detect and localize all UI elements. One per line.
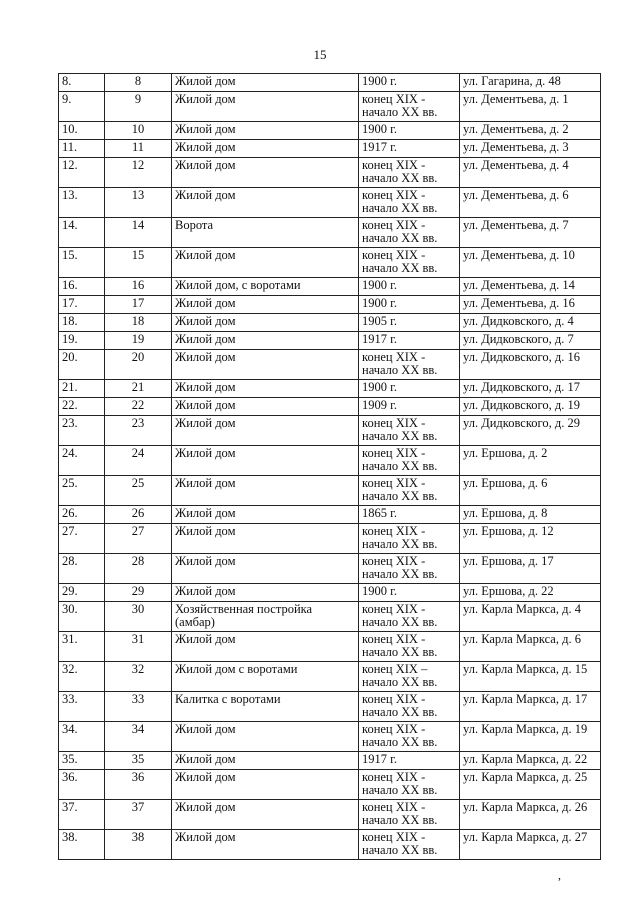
construction-date-cell: конец XIX - начало XX вв. <box>359 416 460 446</box>
construction-date-cell: 1900 г. <box>359 74 460 92</box>
row-number-cell: 30. <box>59 602 105 632</box>
object-id-cell: 18 <box>105 314 172 332</box>
object-id-cell: 28 <box>105 554 172 584</box>
address-cell: ул. Дементьева, д. 10 <box>460 248 601 278</box>
object-name-cell: Жилой дом <box>172 584 359 602</box>
address-cell: ул. Карла Маркса, д. 22 <box>460 752 601 770</box>
object-id-cell: 30 <box>105 602 172 632</box>
object-id-cell: 22 <box>105 398 172 416</box>
address-cell: ул. Карла Маркса, д. 6 <box>460 632 601 662</box>
row-number-cell: 13. <box>59 188 105 218</box>
table-row <box>59 416 601 446</box>
object-id-cell: 19 <box>105 332 172 350</box>
table-row <box>59 158 601 188</box>
row-number-cell: 37. <box>59 800 105 830</box>
construction-date-cell: конец XIX - начало XX вв. <box>359 632 460 662</box>
construction-date-cell: 1905 г. <box>359 314 460 332</box>
construction-date-cell: конец XIX - начало XX вв. <box>359 218 460 248</box>
table-row <box>59 632 601 662</box>
object-id-cell: 13 <box>105 188 172 218</box>
construction-date-cell: конец XIX – начало XX вв. <box>359 662 460 692</box>
object-id-cell: 27 <box>105 524 172 554</box>
object-name-cell: Жилой дом <box>172 506 359 524</box>
object-name-cell: Жилой дом <box>172 416 359 446</box>
table-row <box>59 332 601 350</box>
table-row <box>59 74 601 92</box>
row-number-cell: 10. <box>59 122 105 140</box>
table-row <box>59 584 601 602</box>
object-id-cell: 21 <box>105 380 172 398</box>
row-number-cell: 22. <box>59 398 105 416</box>
address-cell: ул. Дидковского, д. 16 <box>460 350 601 380</box>
object-name-cell: Жилой дом <box>172 398 359 416</box>
construction-date-cell: конец XIX - начало XX вв. <box>359 446 460 476</box>
object-id-cell: 38 <box>105 830 172 860</box>
object-name-cell: Жилой дом <box>172 314 359 332</box>
table-row <box>59 476 601 506</box>
table-row <box>59 140 601 158</box>
object-name-cell: Жилой дом <box>172 92 359 122</box>
table-row <box>59 800 601 830</box>
table-row <box>59 554 601 584</box>
address-cell: ул. Дементьева, д. 2 <box>460 122 601 140</box>
row-number-cell: 32. <box>59 662 105 692</box>
object-name-cell: Жилой дом, с воротами <box>172 278 359 296</box>
table-row <box>59 524 601 554</box>
row-number-cell: 8. <box>59 74 105 92</box>
table-row <box>59 122 601 140</box>
construction-date-cell: конец XIX - начало XX вв. <box>359 692 460 722</box>
table-row <box>59 314 601 332</box>
table-row <box>59 278 601 296</box>
construction-date-cell: конец XIX - начало XX вв. <box>359 524 460 554</box>
object-name-cell: Жилой дом <box>172 446 359 476</box>
row-number-cell: 20. <box>59 350 105 380</box>
object-id-cell: 16 <box>105 278 172 296</box>
address-cell: ул. Карла Маркса, д. 15 <box>460 662 601 692</box>
object-name-cell: Жилой дом <box>172 332 359 350</box>
address-cell: ул. Ершова, д. 8 <box>460 506 601 524</box>
row-number-cell: 28. <box>59 554 105 584</box>
row-number-cell: 21. <box>59 380 105 398</box>
table-row <box>59 692 601 722</box>
construction-date-cell: конец XIX - начало XX вв. <box>359 92 460 122</box>
row-number-cell: 16. <box>59 278 105 296</box>
table-row <box>59 662 601 692</box>
construction-date-cell: конец XIX - начало XX вв. <box>359 554 460 584</box>
address-cell: ул. Дементьева, д. 1 <box>460 92 601 122</box>
table-row <box>59 446 601 476</box>
page-number: 15 <box>313 47 327 62</box>
address-cell: ул. Ершова, д. 22 <box>460 584 601 602</box>
address-cell: ул. Карла Маркса, д. 19 <box>460 722 601 752</box>
object-id-cell: 34 <box>105 722 172 752</box>
construction-date-cell: конец XIX - начало XX вв. <box>359 188 460 218</box>
object-name-cell: Жилой дом <box>172 722 359 752</box>
object-name-cell: Жилой дом <box>172 296 359 314</box>
object-name-cell: Жилой дом <box>172 122 359 140</box>
address-cell: ул. Дементьева, д. 14 <box>460 278 601 296</box>
object-id-cell: 15 <box>105 248 172 278</box>
address-cell: ул. Дидковского, д. 4 <box>460 314 601 332</box>
row-number-cell: 19. <box>59 332 105 350</box>
address-cell: ул. Дементьева, д. 7 <box>460 218 601 248</box>
heritage-objects-table <box>58 73 601 860</box>
row-number-cell: 34. <box>59 722 105 752</box>
object-id-cell: 14 <box>105 218 172 248</box>
row-number-cell: 31. <box>59 632 105 662</box>
row-number-cell: 38. <box>59 830 105 860</box>
construction-date-cell: 1917 г. <box>359 140 460 158</box>
object-name-cell: Жилой дом <box>172 380 359 398</box>
row-number-cell: 14. <box>59 218 105 248</box>
table-row <box>59 752 601 770</box>
construction-date-cell: 1900 г. <box>359 584 460 602</box>
construction-date-cell: конец XIX - начало XX вв. <box>359 770 460 800</box>
address-cell: ул. Дидковского, д. 19 <box>460 398 601 416</box>
corner-mark: , <box>558 868 561 882</box>
construction-date-cell: конец XIX - начало XX вв. <box>359 830 460 860</box>
object-name-cell: Жилой дом <box>172 524 359 554</box>
construction-date-cell: конец XIX - начало XX вв. <box>359 476 460 506</box>
object-name-cell: Жилой дом <box>172 554 359 584</box>
row-number-cell: 15. <box>59 248 105 278</box>
table-row <box>59 350 601 380</box>
row-number-cell: 9. <box>59 92 105 122</box>
object-id-cell: 10 <box>105 122 172 140</box>
object-id-cell: 23 <box>105 416 172 446</box>
address-cell: ул. Ершова, д. 17 <box>460 554 601 584</box>
address-cell: ул. Гагарина, д. 48 <box>460 74 601 92</box>
address-cell: ул. Карла Маркса, д. 4 <box>460 602 601 632</box>
object-id-cell: 25 <box>105 476 172 506</box>
address-cell: ул. Дидковского, д. 29 <box>460 416 601 446</box>
table-row <box>59 830 601 860</box>
object-id-cell: 11 <box>105 140 172 158</box>
object-name-cell: Жилой дом <box>172 74 359 92</box>
address-cell: ул. Карла Маркса, д. 17 <box>460 692 601 722</box>
object-id-cell: 26 <box>105 506 172 524</box>
object-name-cell: Жилой дом <box>172 830 359 860</box>
construction-date-cell: 1865 г. <box>359 506 460 524</box>
object-id-cell: 17 <box>105 296 172 314</box>
table-row <box>59 602 601 632</box>
address-cell: ул. Карла Маркса, д. 27 <box>460 830 601 860</box>
construction-date-cell: конец XIX - начало XX вв. <box>359 800 460 830</box>
object-name-cell: Жилой дом <box>172 632 359 662</box>
table-body <box>59 74 601 860</box>
construction-date-cell: 1900 г. <box>359 278 460 296</box>
address-cell: ул. Ершова, д. 12 <box>460 524 601 554</box>
construction-date-cell: 1900 г. <box>359 380 460 398</box>
construction-date-cell: конец XIX - начало XX вв. <box>359 350 460 380</box>
construction-date-cell: конец XIX - начало XX вв. <box>359 722 460 752</box>
construction-date-cell: конец XIX - начало XX вв. <box>359 248 460 278</box>
address-cell: ул. Карла Маркса, д. 26 <box>460 800 601 830</box>
row-number-cell: 29. <box>59 584 105 602</box>
object-name-cell: Жилой дом <box>172 476 359 506</box>
construction-date-cell: 1900 г. <box>359 296 460 314</box>
row-number-cell: 25. <box>59 476 105 506</box>
address-cell: ул. Дементьева, д. 3 <box>460 140 601 158</box>
object-name-cell: Жилой дом <box>172 350 359 380</box>
row-number-cell: 27. <box>59 524 105 554</box>
table-row <box>59 398 601 416</box>
address-cell: ул. Ершова, д. 6 <box>460 476 601 506</box>
table-row <box>59 296 601 314</box>
table-row <box>59 188 601 218</box>
address-cell: ул. Дементьева, д. 16 <box>460 296 601 314</box>
table-row <box>59 380 601 398</box>
table-row <box>59 506 601 524</box>
object-name-cell: Хозяйственная постройка (амбар) <box>172 602 359 632</box>
construction-date-cell: 1909 г. <box>359 398 460 416</box>
table-row <box>59 770 601 800</box>
row-number-cell: 33. <box>59 692 105 722</box>
address-cell: ул. Дидковского, д. 17 <box>460 380 601 398</box>
object-name-cell: Жилой дом <box>172 800 359 830</box>
address-cell: ул. Дементьева, д. 6 <box>460 188 601 218</box>
table-row <box>59 92 601 122</box>
row-number-cell: 12. <box>59 158 105 188</box>
construction-date-cell: конец XIX - начало XX вв. <box>359 158 460 188</box>
construction-date-cell: 1917 г. <box>359 332 460 350</box>
object-id-cell: 31 <box>105 632 172 662</box>
row-number-cell: 11. <box>59 140 105 158</box>
object-name-cell: Жилой дом <box>172 158 359 188</box>
table-row <box>59 722 601 752</box>
object-id-cell: 35 <box>105 752 172 770</box>
object-name-cell: Жилой дом <box>172 752 359 770</box>
object-name-cell: Жилой дом <box>172 248 359 278</box>
object-id-cell: 37 <box>105 800 172 830</box>
object-id-cell: 8 <box>105 74 172 92</box>
construction-date-cell: 1917 г. <box>359 752 460 770</box>
address-cell: ул. Дидковского, д. 7 <box>460 332 601 350</box>
construction-date-cell: конец XIX - начало XX вв. <box>359 602 460 632</box>
object-name-cell: Ворота <box>172 218 359 248</box>
row-number-cell: 24. <box>59 446 105 476</box>
row-number-cell: 26. <box>59 506 105 524</box>
object-name-cell: Калитка с воротами <box>172 692 359 722</box>
row-number-cell: 17. <box>59 296 105 314</box>
object-name-cell: Жилой дом <box>172 770 359 800</box>
object-name-cell: Жилой дом <box>172 188 359 218</box>
table-row <box>59 248 601 278</box>
object-id-cell: 12 <box>105 158 172 188</box>
address-cell: ул. Ершова, д. 2 <box>460 446 601 476</box>
object-id-cell: 32 <box>105 662 172 692</box>
construction-date-cell: 1900 г. <box>359 122 460 140</box>
row-number-cell: 18. <box>59 314 105 332</box>
object-id-cell: 9 <box>105 92 172 122</box>
address-cell: ул. Дементьева, д. 4 <box>460 158 601 188</box>
row-number-cell: 36. <box>59 770 105 800</box>
object-name-cell: Жилой дом с воротами <box>172 662 359 692</box>
object-id-cell: 33 <box>105 692 172 722</box>
row-number-cell: 23. <box>59 416 105 446</box>
address-cell: ул. Карла Маркса, д. 25 <box>460 770 601 800</box>
object-id-cell: 36 <box>105 770 172 800</box>
object-id-cell: 20 <box>105 350 172 380</box>
object-name-cell: Жилой дом <box>172 140 359 158</box>
object-id-cell: 24 <box>105 446 172 476</box>
table-row <box>59 218 601 248</box>
row-number-cell: 35. <box>59 752 105 770</box>
object-id-cell: 29 <box>105 584 172 602</box>
